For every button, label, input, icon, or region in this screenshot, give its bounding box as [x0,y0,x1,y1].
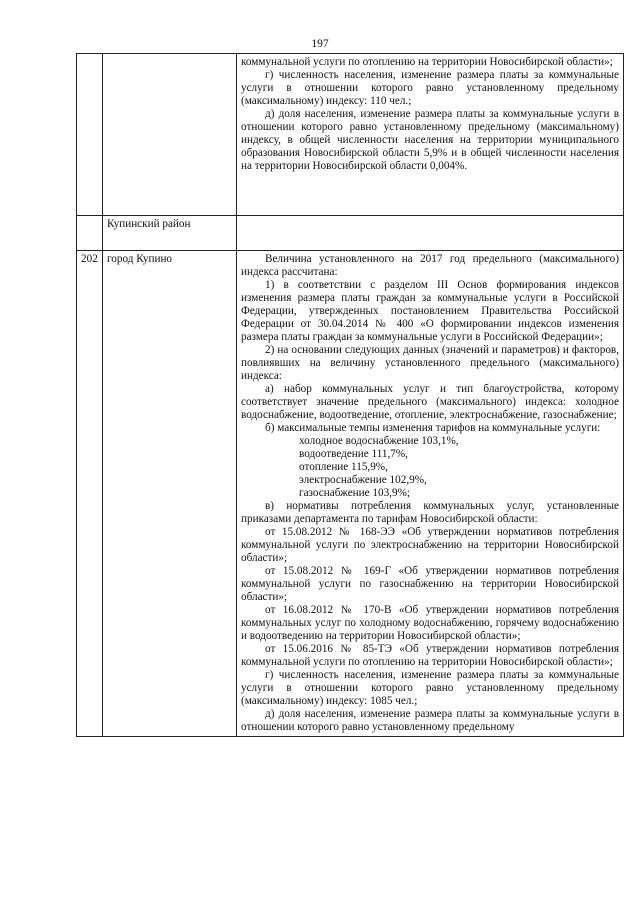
row-number-cell [77,216,103,251]
paragraph: д) доля населения, изменение размера платы за коммунальные услуги в отношении которого равно установленному предельному [241,708,619,733]
paragraph: г) численность населения, изменение размера платы за коммунальные услуги в отношении которого равно установленному предельному (максимальному) индексу: 110 чел.; [241,69,619,107]
paragraph: Величина установленного на 2017 год предельного (максимального) индекса рассчитана: [241,253,619,278]
description-cell [237,251,624,737]
table-row [77,251,624,737]
description-cell [237,216,624,251]
paragraph: от 15.08.2012 № 169-Г «Об утверждении нормативов потребления коммунальной услуги по газоснабжению на территории Новосибирской области»; [241,565,619,603]
municipality-name: город Купино [103,251,237,737]
paragraph: г) численность населения, изменение размера платы за коммунальные услуги в отношении которого равно установленному предельному (максимальному) индексу: 1085 чел.; [241,669,619,707]
tariff-rates-list [241,435,619,500]
table-row [77,54,624,216]
index-table [76,53,624,737]
paragraph: от 15.08.2012 № 168-ЭЭ «Об утверждении нормативов потребления коммунальной услуги по электроснабжению на территории Новосибирской области»; [241,526,619,564]
paragraph: от 15.06.2016 № 85-ТЭ «Об утверждении нормативов потребления коммунальной услуги по отоплению на территории Новосибирской области»; [241,643,619,668]
paragraph: в) нормативы потребления коммунальных услуг, установленные приказами департамента по тарифам Новосибирской области: [241,500,619,525]
table-row [77,216,624,251]
page-number: 197 [311,38,329,50]
description-cell [237,54,624,216]
paragraph: а) набор коммунальных услуг и тип благоустройства, которому соответствует значение предельного (максимального) индекса: холодное водоснабжение, водоотведение, отопление, электроснабжение, газоснабжение; [241,383,619,421]
row-number: 202 [77,251,103,737]
list-item: электроснабжение 102,9%, [299,474,427,486]
municipality-cell [103,54,237,216]
district-name: Купинский район [103,216,237,251]
list-item: водоотведение 111,7%, [299,448,408,460]
list-item: газоснабжение 103,9%; [299,487,410,499]
paragraph: 2) на основании следующих данных (значений и параметров) и факторов, повлиявших на величину установленного предельного (максимального) индекса: [241,344,619,382]
paragraph: коммунальной услуги по отоплению на территории Новосибирской области»; [241,56,613,68]
list-item: отопление 115,9%, [299,461,388,473]
paragraph: д) доля населения, изменение размера платы за коммунальные услуги в отношении которого равно установленному предельному (максимальному) индексу, в общей численности населения на территории муниципального образования Новосибирской области 5,9% и в общей численности населения на территории Новосибирской области 0,004%. [241,108,619,172]
list-item: холодное водоснабжение 103,1%, [299,435,459,447]
paragraph: 1) в соответствии с разделом III Основ формирования индексов изменения размера платы граждан за коммунальные услуги в Российской Федерации, утвержденных постановлением Правительства Российской Федерации от 30.04.2014 № 400 «О формировании индексов изменения размера платы граждан за коммунальные услуги в Российской Федерации»; [241,279,619,343]
paragraph: от 16.08.2012 № 170-В «Об утверждении нормативов потребления коммунальных услуг по холодному водоснабжению, горячему водоснабжению и водоотведению на территории Новосибирской области»; [241,604,619,642]
paragraph: б) максимальные темпы изменения тарифов на коммунальные услуги: [265,422,601,434]
row-number-cell [77,54,103,216]
